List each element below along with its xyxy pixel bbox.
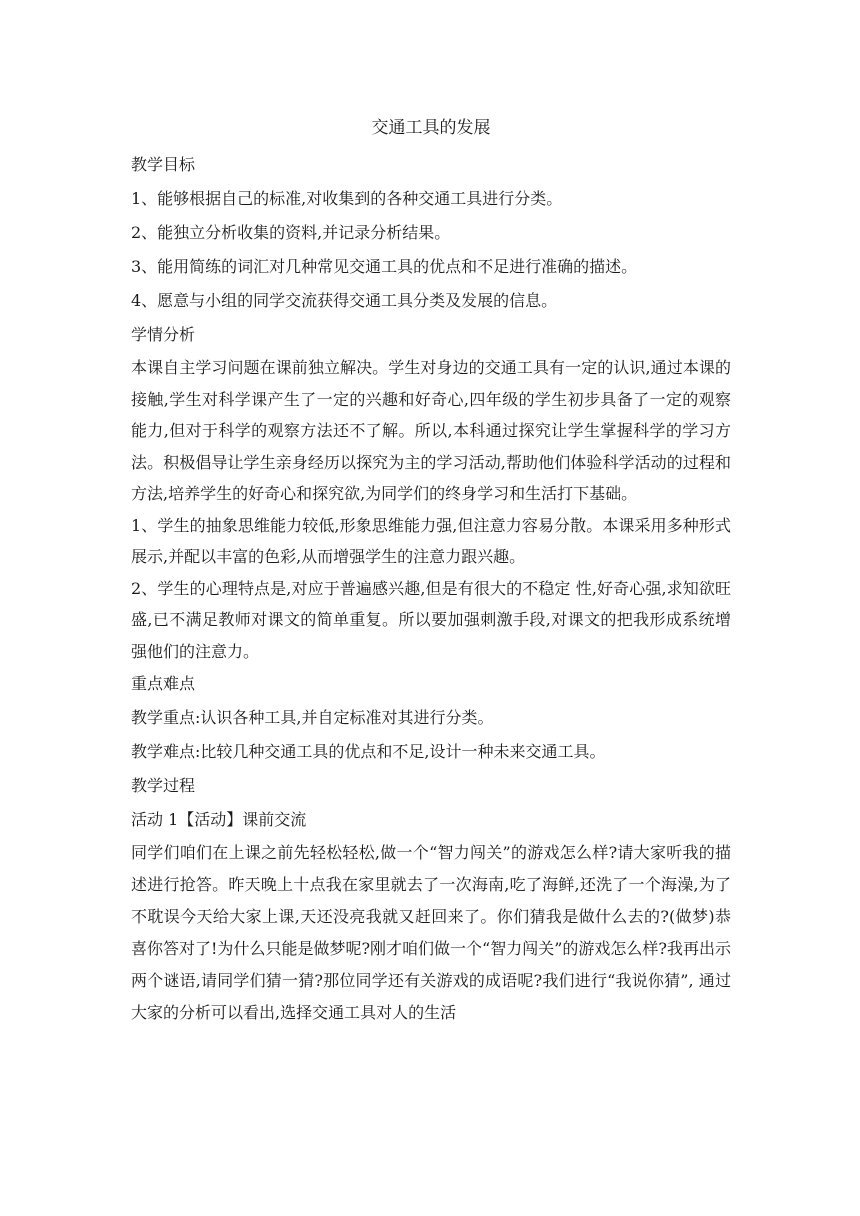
document-title: 交通工具的发展 xyxy=(371,118,491,138)
difficult-point: 教学难点:比较几种交通工具的优点和不足,设计一种未来交通工具。 xyxy=(131,742,606,761)
key-heading: 重点难点 xyxy=(131,674,196,693)
analysis-point-2: 2、学生的心理特点是,对应于普遍感兴趣,但是有很大的不稳定 性,好奇心强,求知欲旺盛,已不满足教师对课文的简单重复。所以要加强刺激手段,对课文的把我形成系统增强他们的注意力。 xyxy=(131,578,731,661)
goal-item-4: 4、愿意与小组的同学交流获得交通工具分类及发展的信息。 xyxy=(131,291,558,310)
process-heading: 教学过程 xyxy=(131,776,196,795)
goal-item-3: 3、能用简练的词汇对几种常见交通工具的优点和不足进行准确的描述。 xyxy=(131,257,638,276)
key-point: 教学重点:认识各种工具,并自定标准对其进行分类。 xyxy=(131,708,494,727)
goal-item-1: 1、能够根据自己的标准,对收集到的各种交通工具进行分类。 xyxy=(131,189,563,208)
goals-heading: 教学目标 xyxy=(131,155,196,174)
activity-title: 活动 1【活动】课前交流 xyxy=(131,810,307,829)
goal-item-2: 2、能独立分析收集的资料,并记录分析结果。 xyxy=(131,223,451,242)
analysis-point-1: 1、学生的抽象思维能力较低,形象思维能力强,但注意力容易分散。本课采用多种形式展示,并配以丰富的色彩,从而增强学生的注意力跟兴趣。 xyxy=(131,515,731,566)
analysis-heading: 学情分析 xyxy=(131,325,196,344)
activity-paragraph: 同学们咱们在上课之前先轻松轻松,做一个“智力闯关”的游戏怎么样?请大家听我的描述进行抢答。昨天晚上十点我在家里就去了一次海南,吃了海鲜,还洗了一个海澡,为了不耽误今天给大家上课,天还没亮我就又赶回来了。你们猜我是做什么去的?(做梦)恭喜你答对了!为什么只能是做梦呢?刚才咱们做一个“智力闯关”的游戏怎么样?我再出示两个谜语,请同学们猜一猜?那位同学还有关游戏的成语呢?我们进行“我说你猜”, 通过大家的分析可以看出,选择交通工具对人的生活 xyxy=(131,843,731,1022)
analysis-intro-paragraph: 本课自主学习问题在课前独立解决。学生对身边的交通工具有一定的认识,通过本课的接触,学生对科学课产生了一定的兴趣和好奇心,四年级的学生初步具备了一定的观察能力,但对于科学的观察方法还不了解。所以,本科通过探究让学生掌握科学的学习方法。积极倡导让学生亲身经历以探究为主的学习活动,帮助他们体验科学活动的过程和方法,培养学生的好奇心和探究欲,为同学们的终身学习和生活打下基础。 xyxy=(131,358,731,503)
document-page xyxy=(131,112,731,1029)
